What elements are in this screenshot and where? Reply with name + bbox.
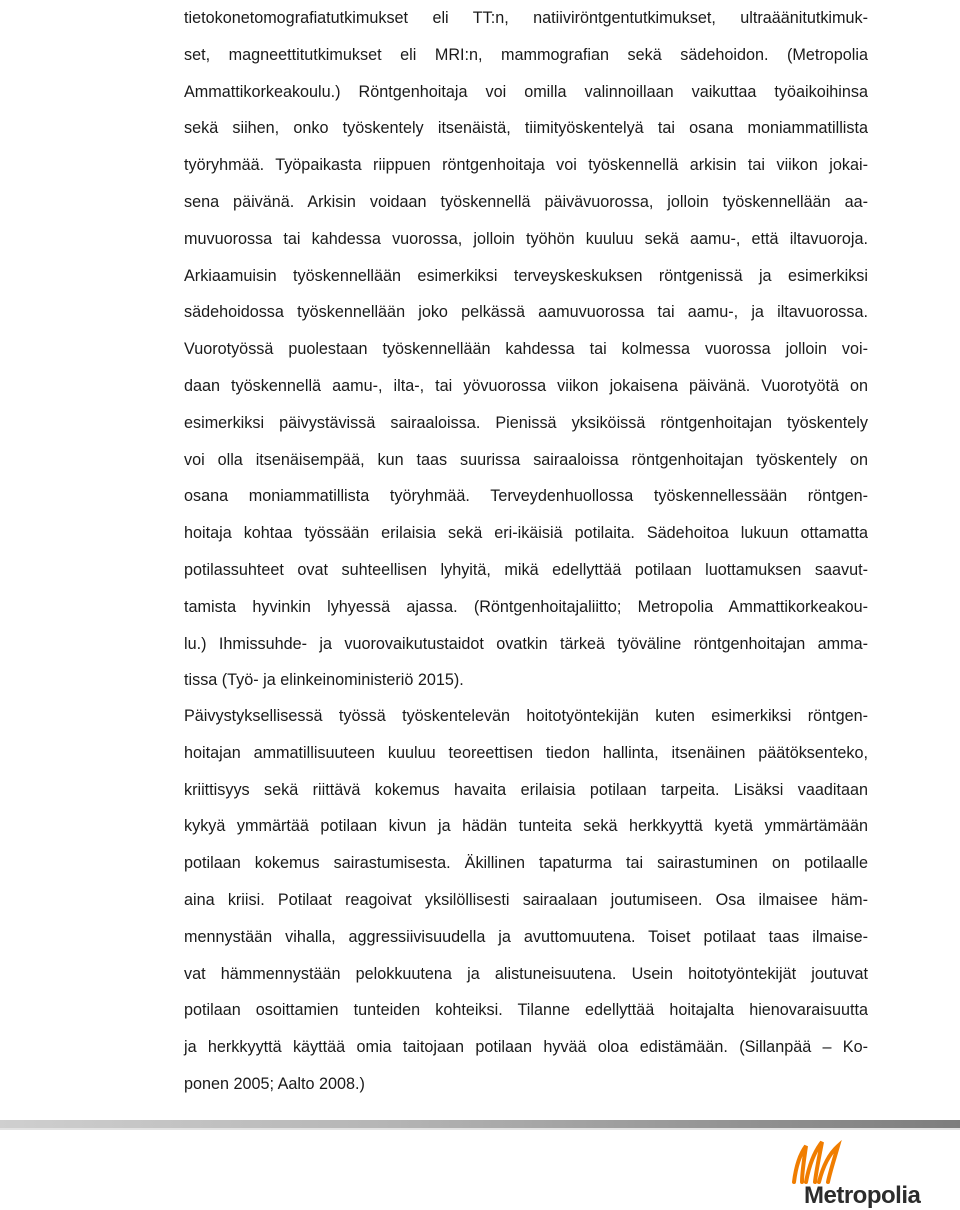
text-line: kykyä ymmärtää potilaan kivun ja hädän tunteita sekä herkkyyttä kyetä ymmärtämään (184, 817, 868, 836)
text-line: potilaan kokemus sairastumisesta. Äkillinen tapaturma tai sairastuminen on potilaalle (184, 854, 868, 873)
text-line: esimerkiksi päivystävissä sairaaloissa. Pienissä yksiköissä röntgenhoitajan työskentely (184, 413, 868, 432)
text-line: Päivystyksellisessä työssä työskentelevän hoitotyöntekijän kuten esimerkiksi röntgen- (184, 707, 868, 725)
footer-divider-bar (0, 1120, 960, 1128)
body-paragraph-1 (184, 0, 868, 699)
body-paragraph-2 (184, 698, 868, 1103)
text-line: tissa (Työ- ja elinkeinoministeriö 2015). (184, 671, 464, 690)
text-line: hoitajan ammatillisuuteen kuuluu teoreettisen tiedon hallinta, itsenäinen päätöksenteko, (184, 743, 868, 762)
text-line: daan työskennellä aamu-, ilta-, tai yövuorossa viikon jokaisena päivänä. Vuorotyötä on (184, 376, 868, 395)
text-line: voi olla itsenäisempää, kun taas suurissa sairaaloissa röntgenhoitajan työskentely on (184, 450, 868, 469)
text-line: vat hämmennystään pelokkuutena ja alistuneisuutena. Usein hoitotyöntekijät joutuvat (184, 964, 868, 983)
text-line: sena päivänä. Arkisin voidaan työskennellä päivävuorossa, jolloin työskennellään aa- (184, 192, 868, 211)
text-line: potilaan osoittamien tunteiden kohteiksi. Tilanne edellyttää hoitajalta hienovaraisuutta (184, 1001, 868, 1020)
text-line: Arkiaamuisin työskennellään esimerkiksi terveyskeskuksen röntgenissä ja esimerkiksi (184, 266, 868, 285)
text-line: mennystään vihalla, aggressiivisuudella ja avuttomuutena. Toiset potilaat taas ilmaise- (184, 927, 868, 946)
text-line: sädehoidossa työskennellään joko pelkässä aamuvuorossa tai aamu-, ja iltavuorossa. (184, 303, 868, 322)
text-line: set, magneettitutkimukset eli MRI:n, mammografian sekä sädehoidon. (Metropolia (184, 45, 868, 64)
text-line: ponen 2005; Aalto 2008.) (184, 1074, 365, 1093)
text-line: ja herkkyyttä käyttää omia taitojaan potilaan hyvää oloa edistämään. (Sillanpää – Ko- (184, 1038, 868, 1057)
text-line: Vuorotyössä puolestaan työskennellään kahdessa tai kolmessa vuorossa jolloin voi- (184, 340, 868, 359)
text-line: osana moniammatillista työryhmää. Terveydenhuollossa työskennellessään röntgen- (184, 487, 868, 506)
text-line: lu.) Ihmissuhde- ja vuorovaikutustaidot ovatkin tärkeä työväline röntgenhoitajan amma- (184, 634, 868, 653)
text-line: potilassuhteet ovat suhteellisen lyhyitä, mikä edellyttää potilaan luottamuksen saavut- (184, 560, 868, 579)
text-line: hoitaja kohtaa työssään erilaisia sekä eri-ikäisiä potilaita. Sädehoitoa lukuun ottamatta (184, 524, 868, 543)
footer-divider-line (0, 1128, 960, 1130)
metropolia-logo (788, 1136, 928, 1209)
text-line: tamista hyvinkin lyhyessä ajassa. (Röntgenhoitajaliitto; Metropolia Ammattikorkeakou- (184, 597, 868, 616)
text-line: kriittisyys sekä riittävä kokemus havaita erilaisia potilaan tarpeita. Lisäksi vaaditaan (184, 780, 868, 799)
metropolia-logo-mark-icon (788, 1136, 848, 1188)
metropolia-logo-text: Metropolia (804, 1182, 921, 1209)
text-line: Ammattikorkeakoulu.) Röntgenhoitaja voi omilla valinnoillaan vaikuttaa työaikoihinsa (184, 82, 868, 101)
text-line: sekä siihen, onko työskentely itsenäistä, tiimityöskentelyä tai osana moniammatillista (184, 119, 868, 138)
text-line: muvuorossa tai kahdessa vuorossa, jolloin työhön kuuluu sekä aamu-, että iltavuoroja. (184, 229, 868, 248)
text-line: tietokonetomografiatutkimukset eli TT:n, natiiviröntgentutkimukset, ultraäänitutkimuk- (184, 9, 868, 27)
text-line: työryhmää. Työpaikasta riippuen röntgenhoitaja voi työskennellä arkisin tai viikon jokai- (184, 156, 868, 175)
text-line: aina kriisi. Potilaat reagoivat yksilöllisesti sairaalaan joutumiseen. Osa ilmaisee häm- (184, 890, 868, 909)
